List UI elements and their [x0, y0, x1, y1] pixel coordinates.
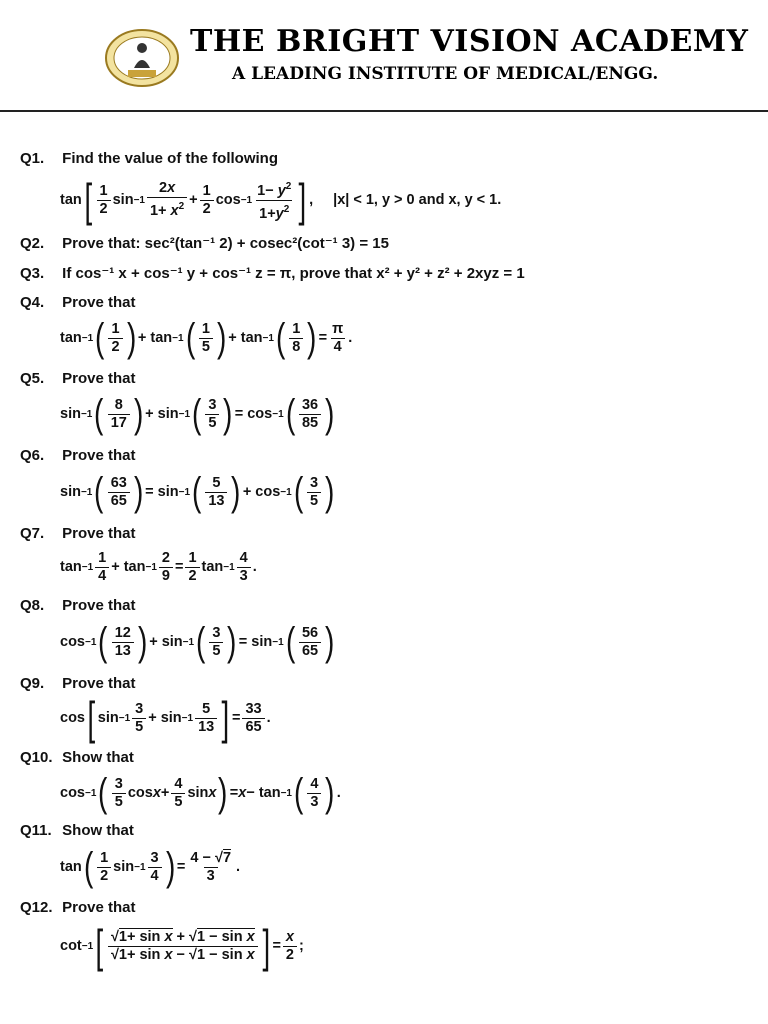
question-number: Q1.: [20, 150, 45, 167]
question-text: Prove that: sec²(tan⁻¹ 2) + cosec²(cot⁻¹ 3) = 15: [62, 235, 389, 252]
question-text: Show that: [62, 822, 134, 839]
question-text: Prove that: [62, 447, 136, 464]
question-4: [20, 294, 136, 311]
question-number: Q9.: [20, 675, 45, 692]
question-text: If cos⁻¹ x + cos⁻¹ y + cos⁻¹ z = π, prove that x² + y² + z² + 2xyz = 1: [62, 265, 525, 282]
question-5: [20, 370, 136, 387]
page-title: THE BRIGHT VISION ACADEMY: [190, 24, 749, 59]
question-number: Q6.: [20, 447, 45, 464]
academy-logo: [104, 28, 182, 88]
question-number: Q11.: [20, 822, 52, 839]
question-10: [20, 749, 134, 766]
question-text: Prove that: [62, 597, 136, 614]
question-number: Q10.: [20, 749, 53, 766]
question-number: Q12.: [20, 899, 53, 916]
page-subtitle: A LEADING INSTITUTE OF MEDICAL/ENGG.: [232, 64, 659, 84]
equation-q12: cot −1 [ $\frac{\text{√1+ sin x + √1 − sin x}}{\text{√1+ sin x − √1 − sin x}}$ ] = $\frac{x}{2}$ ;: [60, 920, 304, 972]
question-number: Q8.: [20, 597, 45, 614]
equation-q5: sin −1 ( $\frac{8}{17}$ ) + sin −1 ( $\frac{3}{5}$ ) = cos −1 ( $\frac{36}{85}$ ): [60, 392, 335, 436]
equation-q9: cos [ sin −1 $\frac{3}{5}$ + sin −1 $\frac{5}{13}$ ] = $\frac{33}{65}$ .: [60, 692, 271, 744]
question-11: [20, 822, 134, 839]
question-text: Prove that: [62, 899, 136, 916]
question-6: [20, 447, 136, 464]
question-9: [20, 675, 136, 692]
condition-text: |x| < 1, y > 0 and x, y < 1.: [333, 192, 502, 208]
question-number: Q3.: [20, 265, 45, 282]
question-12: [20, 899, 136, 916]
question-number: Q2.: [20, 235, 45, 252]
question-text: Prove that: [62, 525, 136, 542]
question-text: Find the value of the following: [62, 150, 278, 167]
question-1: [20, 150, 278, 167]
question-7: [20, 525, 136, 542]
question-2: [20, 234, 389, 252]
question-text: Prove that: [62, 370, 136, 387]
question-text: Show that: [62, 749, 134, 766]
question-number: Q4.: [20, 294, 45, 311]
equation-q4: tan −1 ( $\frac{1}{2}$ ) + tan −1 ( $\frac{1}{5}$ ) + tan −1 ( $\frac{1}{8}$ ) = $\frac{\pi}{4}$ .: [60, 316, 353, 360]
question-8: [20, 597, 136, 614]
equation-q8: cos −1 ( $\frac{12}{13}$ ) + sin −1 ( $\frac{3}{5}$ ) = sin −1 ( $\frac{56}{65}$ ): [60, 620, 335, 664]
page-header: [0, 0, 768, 112]
equation-q1: tan [ $\frac{1}{2}$ sin −1 $\frac{2x}{1+ x^2}$ + $\frac{1}{2}$ cos −1 $\frac{1- y^2}{1+y^2}$ ] , |x| < 1, y > 0 and x, y < 1.: [60, 174, 502, 226]
question-text: Prove that: [62, 294, 136, 311]
equation-q11: tan ( $\frac{1}{2}$ sin −1 $\frac{3}{4}$ ) = $\frac{4 - √7}{3}$ .: [60, 845, 241, 889]
question-number: Q7.: [20, 525, 45, 542]
question-3: [20, 264, 525, 282]
equation-q10: cos −1 ( $\frac{3}{5}$ cos x + $\frac{4}{5}$ sin x ) = x − tan −1 ( $\frac{4}{3}$ ) .: [60, 771, 341, 815]
question-number: Q5.: [20, 370, 45, 387]
question-text: Prove that: [62, 675, 136, 692]
equation-q6: sin −1 ( $\frac{63}{65}$ ) = sin −1 ( $\frac{5}{13}$ ) + cos −1 ( $\frac{3}{5}$ ): [60, 470, 335, 514]
equation-q7: tan −1 $\frac{1}{4}$ + tan −1 $\frac{2}{9}$ = $\frac{1}{2}$ tan −1 $\frac{4}{3}$ .: [60, 549, 257, 584]
header-divider: [0, 110, 768, 112]
